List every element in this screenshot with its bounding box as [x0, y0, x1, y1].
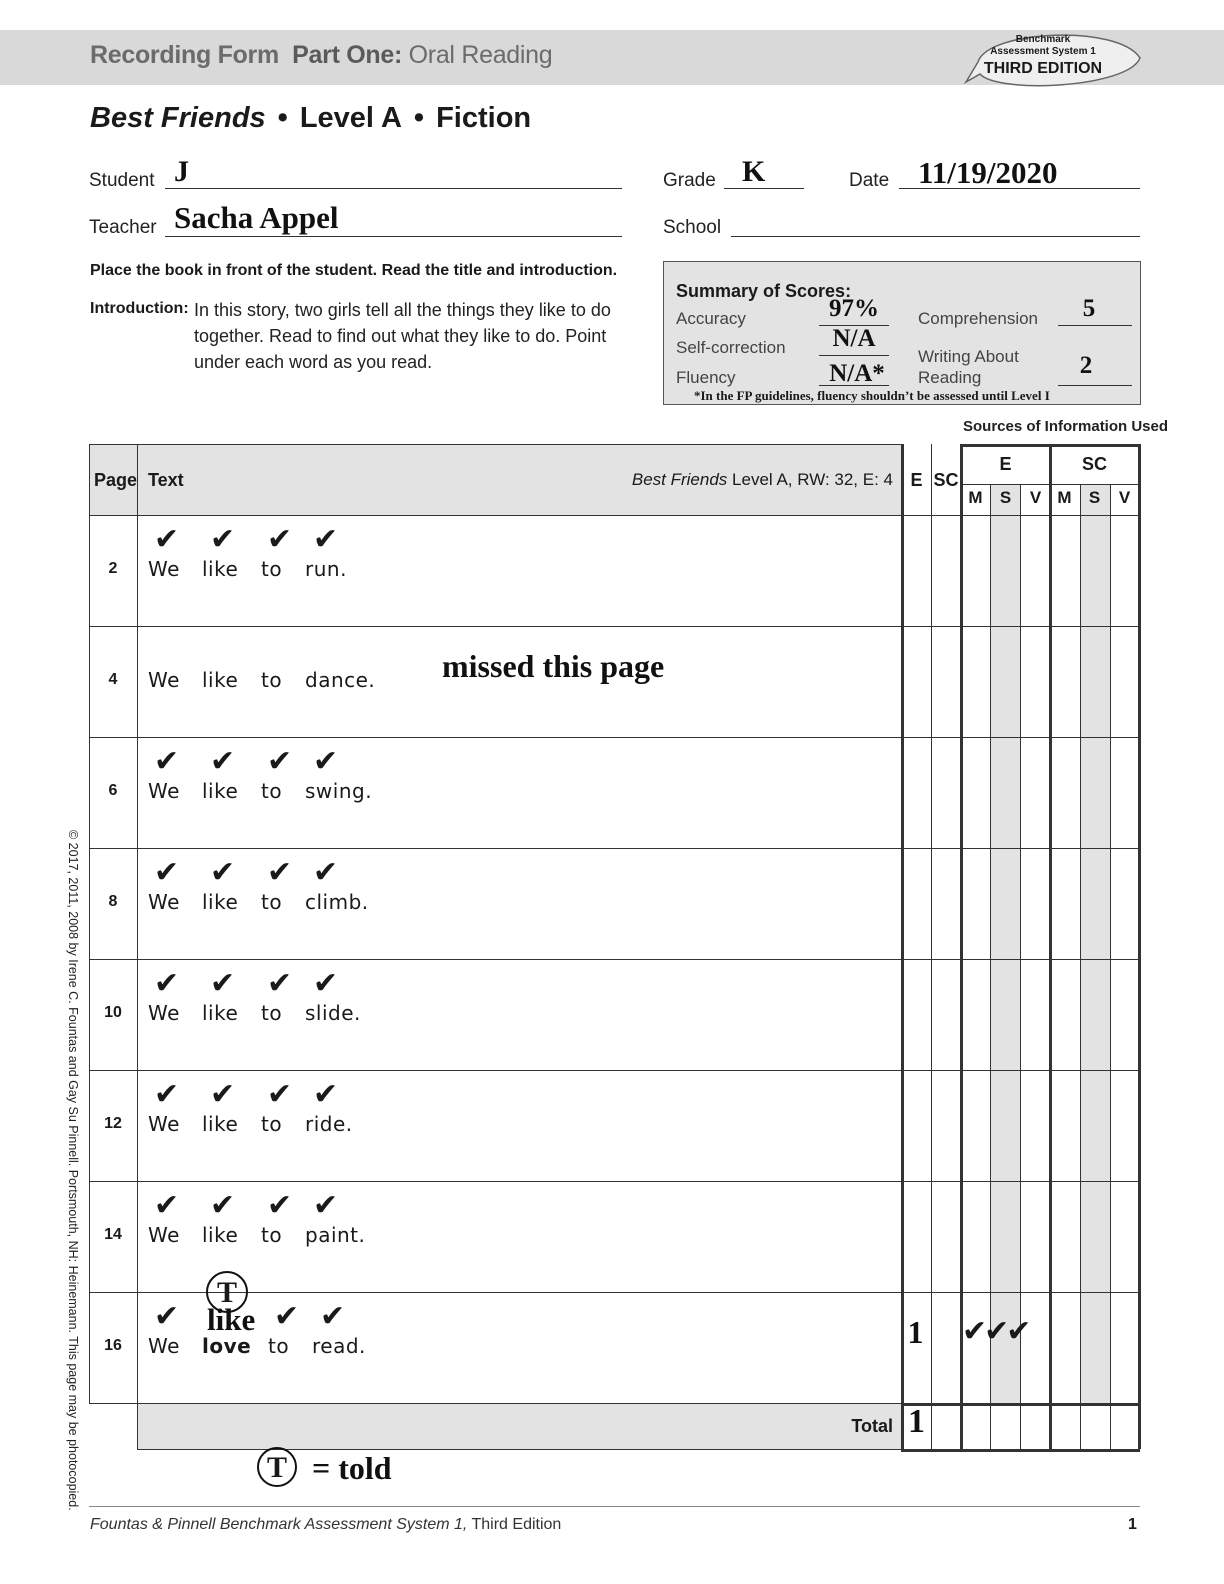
passage-word: climb.: [305, 890, 369, 914]
passage-word: like: [202, 1223, 239, 1247]
bullet-2: •: [413, 102, 425, 134]
bullet-1: •: [277, 102, 288, 134]
student-line: [165, 188, 622, 189]
accurate-check-mark: ✔: [313, 1077, 339, 1112]
accurate-check-mark: ✔: [154, 1188, 180, 1223]
col-border: [1020, 484, 1021, 1449]
col-border: [1049, 444, 1052, 1449]
told-legend-text: = told: [312, 1450, 392, 1486]
e-s-column-bg: [990, 484, 1020, 1403]
accurate-check-mark: ✔: [267, 744, 293, 779]
book-heading: [90, 102, 531, 135]
col-border: [901, 444, 904, 1449]
passage-word: We: [148, 1223, 180, 1247]
row-divider: [89, 848, 1140, 849]
part-name: Oral Reading: [408, 41, 553, 69]
badge-line-3: THIRD EDITION: [983, 60, 1103, 77]
passage-word: We: [148, 557, 180, 581]
passage-word: to: [261, 1001, 283, 1025]
accurate-check-mark: ✔: [154, 1299, 180, 1334]
col-sc-header: SC: [933, 470, 959, 490]
badge-line-1: Benchmark: [1015, 34, 1071, 45]
book-level: Level A: [299, 102, 402, 134]
accurate-check-mark: ✔: [210, 522, 236, 557]
passage-word: like: [202, 1112, 239, 1136]
self-correction-value[interactable]: N/A: [832, 325, 876, 352]
passage-word: to: [261, 557, 283, 581]
accurate-check-mark: ✔: [210, 744, 236, 779]
accurate-check-mark: ✔: [313, 966, 339, 1001]
passage-word: run.: [305, 557, 347, 581]
page-number-cell: 6: [108, 782, 118, 799]
passage-word: We: [148, 890, 180, 914]
col-border: [137, 444, 138, 1449]
accurate-check-mark: ✔: [313, 522, 339, 557]
fluency-value[interactable]: N/A*: [829, 360, 885, 387]
told-mark-icon: T: [206, 1271, 248, 1313]
badge-line-2: Assessment System 1: [990, 46, 1096, 57]
accurate-check-mark: ✔: [313, 1188, 339, 1223]
msv-header: S: [999, 488, 1012, 507]
passage-word: We: [148, 1112, 180, 1136]
row-divider: [89, 959, 1140, 960]
row-divider: [89, 515, 1140, 516]
introduction-label: Introduction:: [90, 300, 189, 317]
fluency-note: *In the FP guidelines, fluency shouldn’t be assessed until Level I: [694, 388, 1050, 403]
passage-word: to: [261, 1112, 283, 1136]
total-label: Total: [851, 1416, 893, 1436]
accurate-check-mark: ✔: [154, 522, 180, 557]
fluency-label: Fluency: [676, 368, 736, 387]
accurate-check-mark: ✔: [274, 1299, 300, 1334]
group-sc-header: SC: [1081, 454, 1107, 474]
row-divider: [89, 626, 1140, 627]
passage-word: ride.: [305, 1112, 353, 1136]
row-divider: [89, 1181, 1140, 1182]
page-number-cell: 4: [108, 671, 118, 688]
edition-badge: [958, 22, 1148, 102]
self-correction-line: [819, 355, 889, 356]
student-label: Student: [89, 170, 155, 191]
writing-value[interactable]: 2: [1079, 352, 1093, 379]
part-label: Part One:: [292, 41, 402, 69]
col-border: [990, 484, 991, 1449]
accurate-check-mark: ✔: [267, 966, 293, 1001]
accurate-check-mark: ✔: [313, 744, 339, 779]
accuracy-label: Accuracy: [676, 309, 746, 328]
msv-header: V: [1118, 488, 1131, 507]
col-border: [931, 444, 932, 1449]
comprehension-line: [1058, 325, 1132, 326]
copyright-notice: © 2017, 2011, 2008 by Irene C. Fountas and Gay Su Pinnell. Portsmouth, NH: Heinemann. This page may be photocopied.: [66, 830, 80, 1511]
accuracy-value[interactable]: 97%: [829, 295, 879, 322]
passage-word: We: [148, 779, 180, 803]
accurate-check-mark: ✔: [267, 1188, 293, 1223]
row-divider: [89, 1070, 1140, 1071]
accurate-check-mark: ✔: [154, 966, 180, 1001]
error-count[interactable]: 1: [907, 1314, 924, 1350]
missed-page-note: missed this page: [442, 648, 665, 684]
writing-label-1: Writing About: [918, 347, 1019, 366]
told-symbol-icon: T: [257, 1447, 297, 1487]
accurate-check-mark: ✔: [267, 1077, 293, 1112]
passage-word: to: [261, 779, 283, 803]
book-reference: [600, 470, 893, 490]
substituted-word: like: [207, 1302, 256, 1337]
accurate-check-mark: ✔: [267, 855, 293, 890]
passage-word: paint.: [305, 1223, 366, 1247]
sc-s-column-bg: [1080, 484, 1110, 1403]
book-reference-detail: Level A, RW: 32, E: 4: [732, 470, 893, 489]
book-genre: Fiction: [436, 102, 532, 134]
school-line: [731, 236, 1140, 237]
table-top-border: [89, 444, 901, 445]
accurate-check-mark: ✔: [210, 1188, 236, 1223]
passage-word: like: [202, 779, 239, 803]
book-title: Best Friends: [90, 102, 266, 134]
accurate-check-mark: ✔: [154, 855, 180, 890]
page-number-cell: 14: [104, 1226, 122, 1243]
msv-header: M: [1057, 488, 1072, 507]
page-number-cell: 2: [108, 560, 118, 577]
col-border: [1080, 484, 1081, 1449]
accurate-check-mark: ✔: [313, 855, 339, 890]
passage-word: like: [202, 557, 239, 581]
passage-word: to: [261, 668, 283, 692]
accurate-check-mark: ✔: [210, 966, 236, 1001]
page-number-cell: 10: [104, 1004, 122, 1021]
accurate-check-mark: ✔: [210, 1077, 236, 1112]
passage-word: read.: [312, 1334, 366, 1358]
page-number-cell: 16: [104, 1337, 122, 1354]
passage-word: to: [261, 1223, 283, 1247]
accurate-check-mark: ✔: [154, 744, 180, 779]
form-title: [90, 41, 552, 70]
msv-header: M: [968, 488, 983, 507]
accurate-check-mark: ✔: [154, 1077, 180, 1112]
grade-value[interactable]: K: [742, 155, 766, 188]
msv-header: V: [1029, 488, 1042, 507]
col-border: [1138, 444, 1141, 1449]
grade-label: Grade: [663, 170, 716, 191]
writing-line: [1058, 385, 1132, 386]
form-label: Recording Form: [90, 41, 279, 69]
teacher-line: [165, 236, 622, 237]
footer-plain: Third Edition: [467, 1516, 562, 1533]
footer-italic: Fountas & Pinnell Benchmark Assessment System 1,: [90, 1516, 468, 1533]
accurate-check-mark: ✔: [210, 855, 236, 890]
passage-word: slide.: [305, 1001, 361, 1025]
col-page-header: Page: [94, 470, 138, 490]
instructions: Place the book in front of the student. Read the title and introduction.: [90, 262, 618, 279]
passage-word: like: [202, 890, 239, 914]
footer-rule: [89, 1506, 1140, 1507]
date-label: Date: [849, 170, 890, 191]
total-bottom-bold: [901, 1449, 1140, 1452]
footer-text: [90, 1516, 561, 1534]
teacher-value[interactable]: Sacha Appel: [174, 200, 339, 235]
passage-word: We: [148, 1334, 180, 1358]
page-number-cell: 8: [108, 893, 118, 910]
msv-header: S: [1088, 488, 1101, 507]
row-divider: [89, 737, 1140, 738]
passage-word: like: [202, 668, 239, 692]
total-e-value[interactable]: 1: [908, 1403, 925, 1440]
passage-word: to: [268, 1334, 290, 1358]
msv-error-checks[interactable]: ✔✔✔: [962, 1314, 1029, 1349]
passage-word: like: [202, 1001, 239, 1025]
page-number: 1: [1128, 1516, 1137, 1533]
sources-label: Sources of Information Used: [963, 418, 1169, 435]
page-number-cell: 12: [104, 1115, 122, 1132]
introduction-text: In this story, two girls tell all the things they like to do together. Read to find out what they like to do. Point under each word as you read.: [194, 300, 611, 372]
passage-word: to: [261, 890, 283, 914]
passage-word: swing.: [305, 779, 373, 803]
accurate-check-mark: ✔: [267, 522, 293, 557]
col-border: [89, 444, 90, 1403]
self-correction-label: Self-correction: [676, 338, 786, 357]
student-value[interactable]: J: [174, 155, 189, 188]
date-value[interactable]: 11/19/2020: [918, 155, 1058, 190]
school-label: School: [663, 217, 722, 238]
col-border: [1110, 484, 1111, 1449]
passage-word: dance.: [305, 668, 376, 692]
col-text-header: Text: [148, 470, 184, 490]
summary-title: Summary of Scores:: [676, 281, 852, 301]
teacher-label: Teacher: [89, 217, 157, 238]
group-e-header: E: [999, 454, 1012, 474]
comprehension-value[interactable]: 5: [1082, 295, 1096, 322]
passage-word: We: [148, 668, 180, 692]
passage-word: We: [148, 1001, 180, 1025]
col-e-header: E: [910, 470, 923, 490]
comprehension-label: Comprehension: [918, 309, 1039, 328]
accurate-check-mark: ✔: [320, 1299, 346, 1334]
book-reference-title: Best Friends: [631, 470, 728, 489]
writing-label-2: Reading: [918, 368, 982, 387]
col-border: [960, 444, 963, 1449]
passage-word: love: [202, 1334, 252, 1358]
